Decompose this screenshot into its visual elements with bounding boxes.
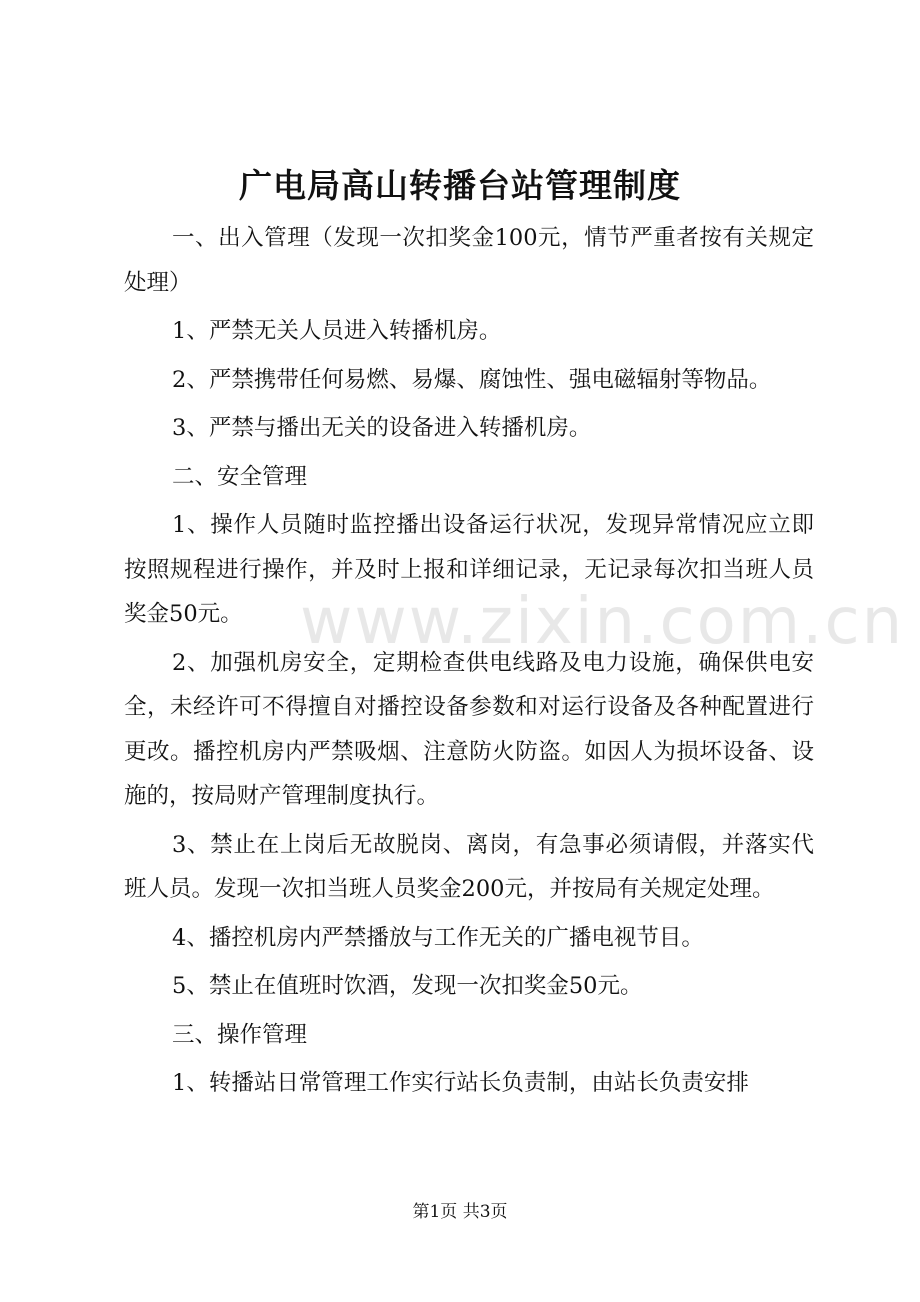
page-footer: 第1页 共3页 — [412, 1202, 508, 1222]
paragraph: 5、禁止在值班时饮酒，发现一次扣奖金50元。 — [172, 973, 643, 999]
paragraph: 4、播控机房内严禁播放与工作无关的广播电视节目。 — [172, 924, 704, 951]
paragraph: 1、严禁无关人员进入转播机房。 — [172, 318, 502, 344]
paragraph: 一、出入管理（发现一次扣奖金100元，情节严重者按有关规定处理） — [124, 225, 814, 296]
paragraph: 2、严禁携带任何易燃、易爆、腐蚀性、强电磁辐射等物品。 — [172, 366, 772, 393]
document-title: 广电局高山转播台站管理制度 — [239, 166, 681, 205]
document-body — [124, 216, 814, 1110]
paragraph: 3、严禁与播出无关的设备进入转播机房。 — [172, 415, 592, 441]
paragraph: 1、操作人员随时监控播出设备运行状况，发现异常情况应立即按照规程进行操作，并及时上报和详细记录，无记录每次扣当班人员奖金50元。 — [124, 512, 814, 627]
watermark: www.zixin.com.cn — [300, 585, 905, 659]
section-heading: 三、操作管理 — [172, 1021, 308, 1048]
section-heading: 二、安全管理 — [172, 463, 308, 490]
paragraph: 3、禁止在上岗后无故脱岗、离岗，有急事必须请假，并落实代班人员。发现一次扣当班人员奖金200元，并按局有关规定处理。 — [124, 831, 814, 902]
paragraph: 1、转播站日常管理工作实行站长负责制，由站长负责安排 — [172, 1070, 749, 1096]
paragraph: 2、加强机房安全，定期检查供电线路及电力设施，确保供电安全，未经许可不得擅自对播控设备参数和对运行设备及各种配置进行更改。播控机房内严禁吸烟、注意防火防盗。如因人为损坏设备、设施的，按局财产管理制度执行。 — [124, 649, 814, 809]
